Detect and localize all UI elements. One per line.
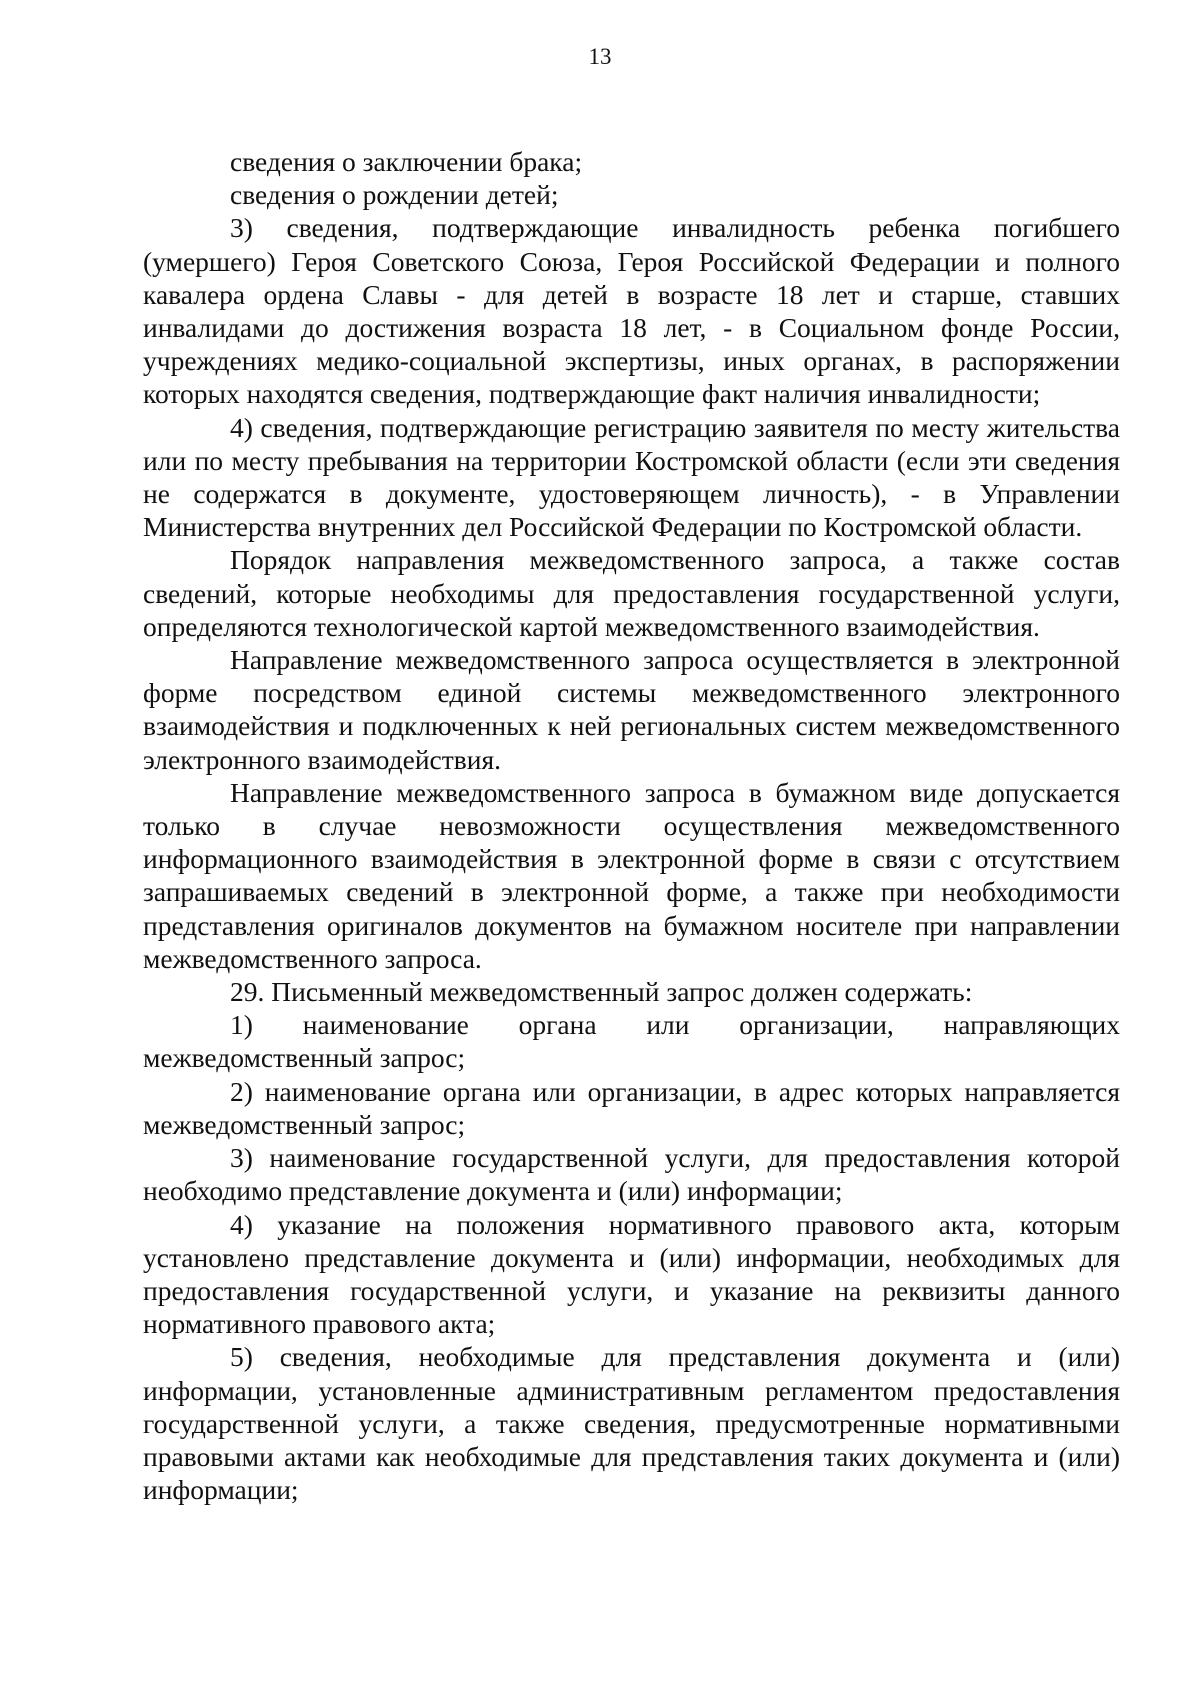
paragraph-paper-request: Направление межведомственного запроса в бумажном виде допускается только в случае невозможности осуществления межведомственного информационного взаимодействия в электронной форме в связи с отсутствием запрашиваемых сведений в электронной форме, а также при необходимости представления оригиналов документов на бумажном носителе при направлении межведомственного запроса. — [143, 776, 1120, 974]
page-number: 13 — [588, 44, 612, 69]
paragraph-29-item-5: 5) сведения, необходимые для представления документа и (или) информации, установленные административным регламентом предоставления государственной услуги, а также сведения, предусмотренные нормативными правовыми актами как необходимые для представления таких документа и (или) информации; — [143, 1341, 1120, 1506]
paragraph-marriage-info: сведения о заключении брака; — [230, 146, 583, 177]
paragraph-item-4-registration: 4) сведения, подтверждающие регистрацию заявителя по месту жительства или по месту пребывания на территории Костромской области (если эти сведения не содержатся в документе, удостоверяющем личность), - в Управлении Министерства внутренних дел Российской Федерации по Костромской области. — [143, 411, 1120, 543]
paragraph-29-item-3: 3) наименование государственной услуги, для предоставления которой необходимо представление документа и (или) информации; — [143, 1142, 1120, 1207]
paragraph-request-procedure: Порядок направления межведомственного запроса, а также состав сведений, которые необходимы для предоставления государственной услуги, определяются технологической картой межведомственного взаимодействия. — [143, 544, 1120, 642]
paragraph-29-item-4: 4) указание на положения нормативного правового акта, которым установлено представление документа и (или) информации, необходимых для предоставления государственной услуги, и указание на реквизиты данного нормативного правового акта; — [143, 1208, 1120, 1340]
paragraph-item-3-disability: 3) сведения, подтверждающие инвалидность ребенка погибшего (умершего) Героя Советского Союза, Героя Российской Федерации и полного кавалера ордена Славы - для детей в возрасте 18 лет и старше, ставших инвалидами до достижения возраста 18 лет, - в Социальном фонде России, учреждениях медико-социальной экспертизы, иных органах, в распоряжении которых находятся сведения, подтверждающие факт наличия инвалидности; — [143, 212, 1120, 410]
paragraph-electronic-request: Направление межведомственного запроса осуществляется в электронной форме посредством единой системы межведомственного электронного взаимодействия и подключенных к ней региональных систем межведомственного электронного взаимодействия. — [143, 644, 1120, 775]
paragraph-29-item-1: 1) наименование органа или организации, направляющих межведомственный запрос; — [143, 1009, 1120, 1074]
document-body — [143, 145, 1120, 1506]
paragraph-children-birth-info: сведения о рождении детей; — [230, 179, 559, 211]
paragraph-section-29: 29. Письменный межведомственный запрос должен содержать: — [230, 976, 973, 1008]
paragraph-29-item-2: 2) наименование органа или организации, в адрес которых направляется межведомственный запрос; — [143, 1075, 1120, 1140]
